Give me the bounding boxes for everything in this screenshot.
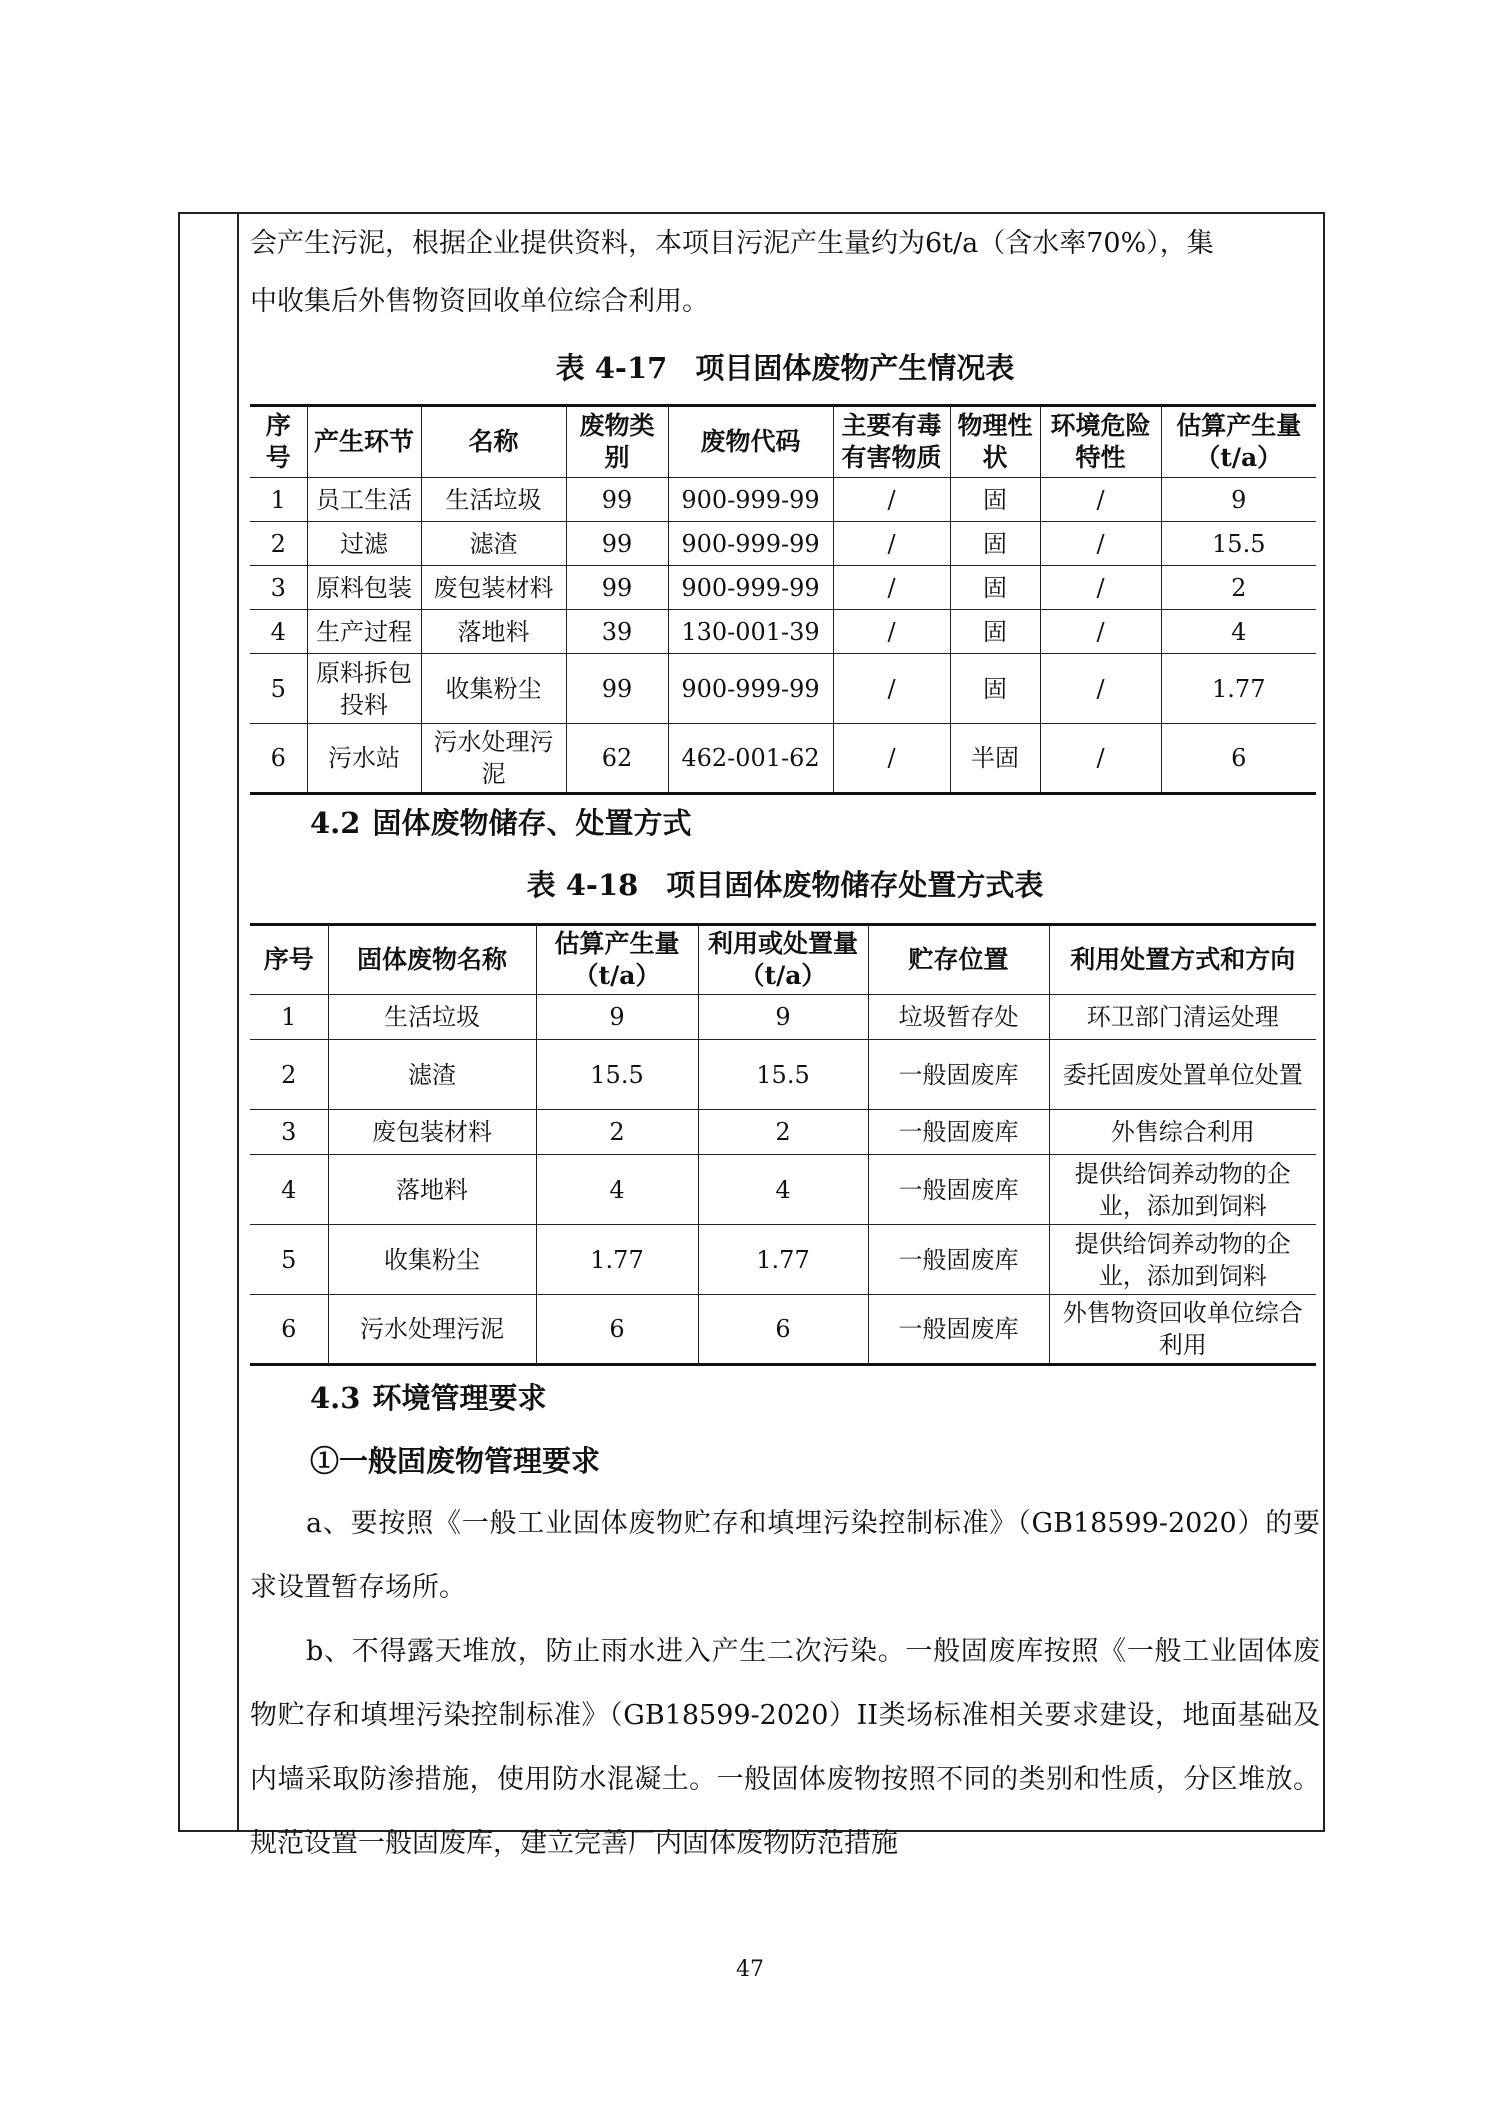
- table-cell: 4: [536, 1155, 698, 1225]
- page-number: 47: [736, 1957, 764, 1982]
- table-cell: /: [1040, 610, 1161, 654]
- table1-header-cell: 序号: [250, 406, 307, 478]
- table2-header-cell: 贮存位置: [868, 925, 1049, 995]
- table-cell: 9: [698, 995, 868, 1040]
- table1-header-cell: 环境危险特性: [1040, 406, 1161, 478]
- table-cell: /: [833, 566, 950, 610]
- table-cell: /: [833, 478, 950, 522]
- section-4-2-title: 固体废物储存、处置方式: [372, 806, 692, 840]
- table-cell: 6: [250, 724, 307, 794]
- table-cell: 15.5: [698, 1040, 868, 1110]
- table-row: [250, 654, 1316, 724]
- table-cell: 4: [1161, 610, 1316, 654]
- table-cell: 6: [250, 1295, 328, 1365]
- table-cell: /: [1040, 724, 1161, 794]
- table1-header-cell: 废物代码: [668, 406, 833, 478]
- frame-divider: [237, 214, 239, 1830]
- table1-header-cell: 名称: [421, 406, 566, 478]
- table-cell: 3: [250, 1110, 328, 1155]
- table-cell: 滤渣: [328, 1040, 536, 1110]
- table-cell: 99: [566, 566, 668, 610]
- table-cell: /: [833, 610, 950, 654]
- table-cell: 落地料: [328, 1155, 536, 1225]
- table-cell: 99: [566, 478, 668, 522]
- table1-header-cell: 废物类别: [566, 406, 668, 478]
- table-row: [250, 1040, 1316, 1110]
- table1-header-cell: 物理性状: [950, 406, 1040, 478]
- table-cell: 900-999-99: [668, 566, 833, 610]
- table-row: [250, 1225, 1316, 1295]
- table-cell: 原料包装: [307, 566, 421, 610]
- table-cell: 99: [566, 654, 668, 724]
- table-cell: 99: [566, 522, 668, 566]
- table-cell: 4: [698, 1155, 868, 1225]
- table-cell: 过滤: [307, 522, 421, 566]
- table-cell: /: [1040, 566, 1161, 610]
- table2-caption-number: 表 4-18: [526, 868, 639, 902]
- table-cell: 2: [250, 1040, 328, 1110]
- table-cell: 2: [1161, 566, 1316, 610]
- table2-header-cell: 估算产生量（t/a）: [536, 925, 698, 995]
- page-content: [250, 212, 1320, 1876]
- table2-header-cell: 序号: [250, 925, 328, 995]
- section-4-3-heading: [310, 1368, 1320, 1428]
- table2-caption: [250, 855, 1320, 915]
- table-cell: 生活垃圾: [421, 478, 566, 522]
- table-cell: 收集粉尘: [421, 654, 566, 724]
- table-row: [250, 1155, 1316, 1225]
- table-cell: 6: [536, 1295, 698, 1365]
- table-cell: 2: [698, 1110, 868, 1155]
- table-cell: 污水处理污泥: [328, 1295, 536, 1365]
- section-4-2-number: 4.2: [310, 806, 361, 840]
- table-cell: 1: [250, 478, 307, 522]
- table-cell: 一般固废库: [868, 1110, 1049, 1155]
- table-cell: 污水处理污泥: [421, 724, 566, 794]
- table1-header-cell: 估算产生量（t/a）: [1161, 406, 1316, 478]
- section-4-2-heading: [310, 793, 1320, 853]
- table2-caption-title: 项目固体废物储存处置方式表: [666, 868, 1044, 902]
- table-cell: 900-999-99: [668, 654, 833, 724]
- table-row: [250, 522, 1316, 566]
- table-row: [250, 995, 1316, 1040]
- table-cell: 废包装材料: [328, 1110, 536, 1155]
- table2-header-cell: 利用处置方式和方向: [1049, 925, 1316, 995]
- table-cell: 15.5: [1161, 522, 1316, 566]
- paragraph-b: b、不得露天堆放，防止雨水进入产生二次污染。一般固废库按照《一般工业固体废物贮存和填埋污染控制标准》（GB18599-2020）II类场标准相关要求建设，地面基础及内墙采取防渗措施，使用防水混凝土。一般固体废物按照不同的类别和性质，分区堆放。规范设置一般固废库，建立完善厂内固体废物防范措施: [250, 1636, 1320, 1859]
- table2-header-cell: 固体废物名称: [328, 925, 536, 995]
- table-cell: /: [1040, 478, 1161, 522]
- table-cell: 1.77: [698, 1225, 868, 1295]
- table-cell: 一般固废库: [868, 1040, 1049, 1110]
- table1-caption-number: 表 4-17: [555, 351, 668, 385]
- table1-header-cell: 产生环节: [307, 406, 421, 478]
- table-cell: 130-001-39: [668, 610, 833, 654]
- table-4-18: [250, 923, 1316, 1366]
- table1-caption-title: 项目固体废物产生情况表: [695, 351, 1015, 385]
- table-row: [250, 1295, 1316, 1365]
- table1-caption: [250, 338, 1320, 398]
- table-cell: 提供给饲养动物的企业，添加到饲料: [1049, 1225, 1316, 1295]
- table-row: [250, 478, 1316, 522]
- table-cell: 固: [950, 566, 1040, 610]
- table-cell: 39: [566, 610, 668, 654]
- table-row: [250, 566, 1316, 610]
- table-cell: 污水站: [307, 724, 421, 794]
- table-row: [250, 1110, 1316, 1155]
- table-cell: 员工生活: [307, 478, 421, 522]
- table-cell: 外售综合利用: [1049, 1110, 1316, 1155]
- table-cell: /: [833, 654, 950, 724]
- table-row: [250, 724, 1316, 794]
- table-cell: 900-999-99: [668, 522, 833, 566]
- table-cell: 4: [250, 610, 307, 654]
- table-cell: 一般固废库: [868, 1155, 1049, 1225]
- table-cell: 一般固废库: [868, 1295, 1049, 1365]
- table-cell: 垃圾暂存处: [868, 995, 1049, 1040]
- table-cell: 1: [250, 995, 328, 1040]
- table-cell: 固: [950, 478, 1040, 522]
- intro-line-1: 会产生污泥，根据企业提供资料，本项目污泥产生量约为6t/a（含水率70%），集: [250, 228, 1214, 259]
- table-cell: 5: [250, 654, 307, 724]
- table-cell: /: [833, 522, 950, 566]
- table1-header-cell: 主要有毒有害物质: [833, 406, 950, 478]
- paragraph-a: a、要按照《一般工业固体废物贮存和填埋污染控制标准》（GB18599-2020）的要求设置暂存场所。: [250, 1508, 1320, 1603]
- table-cell: 462-001-62: [668, 724, 833, 794]
- table-cell: 原料拆包投料: [307, 654, 421, 724]
- section-4-3-title: 环境管理要求: [372, 1381, 547, 1415]
- table-cell: 4: [250, 1155, 328, 1225]
- table-cell: 固: [950, 610, 1040, 654]
- table-cell: 落地料: [421, 610, 566, 654]
- table-cell: 2: [250, 522, 307, 566]
- table-cell: 6: [698, 1295, 868, 1365]
- table-cell: 2: [536, 1110, 698, 1155]
- table-cell: /: [1040, 522, 1161, 566]
- table1-header-row: [250, 406, 1316, 478]
- table-cell: 废包装材料: [421, 566, 566, 610]
- subsection-general-waste: ①一般固废物管理要求: [310, 1444, 601, 1478]
- table-cell: 6: [1161, 724, 1316, 794]
- table-cell: 滤渣: [421, 522, 566, 566]
- table-cell: 环卫部门清运处理: [1049, 995, 1316, 1040]
- table-cell: 1.77: [536, 1225, 698, 1295]
- intro-line-2: 中收集后外售物资回收单位综合利用。: [250, 286, 709, 317]
- table-cell: 提供给饲养动物的企业，添加到饲料: [1049, 1155, 1316, 1225]
- table-cell: 5: [250, 1225, 328, 1295]
- table-cell: 62: [566, 724, 668, 794]
- table-cell: 900-999-99: [668, 478, 833, 522]
- table-cell: 固: [950, 522, 1040, 566]
- table-4-17: [250, 404, 1316, 795]
- table-cell: 固: [950, 654, 1040, 724]
- table-cell: 9: [1161, 478, 1316, 522]
- table-cell: /: [1040, 654, 1161, 724]
- table-cell: 9: [536, 995, 698, 1040]
- table-cell: 1.77: [1161, 654, 1316, 724]
- table-cell: 生产过程: [307, 610, 421, 654]
- table-cell: 半固: [950, 724, 1040, 794]
- table-row: [250, 610, 1316, 654]
- table-cell: 外售物资回收单位综合利用: [1049, 1295, 1316, 1365]
- table-cell: 收集粉尘: [328, 1225, 536, 1295]
- table-cell: 15.5: [536, 1040, 698, 1110]
- table-cell: 生活垃圾: [328, 995, 536, 1040]
- table2-header-cell: 利用或处置量（t/a）: [698, 925, 868, 995]
- table-cell: /: [833, 724, 950, 794]
- section-4-3-number: 4.3: [310, 1381, 361, 1415]
- table-cell: 一般固废库: [868, 1225, 1049, 1295]
- table2-header-row: [250, 925, 1316, 995]
- table-cell: 委托固废处置单位处置: [1049, 1040, 1316, 1110]
- table-cell: 3: [250, 566, 307, 610]
